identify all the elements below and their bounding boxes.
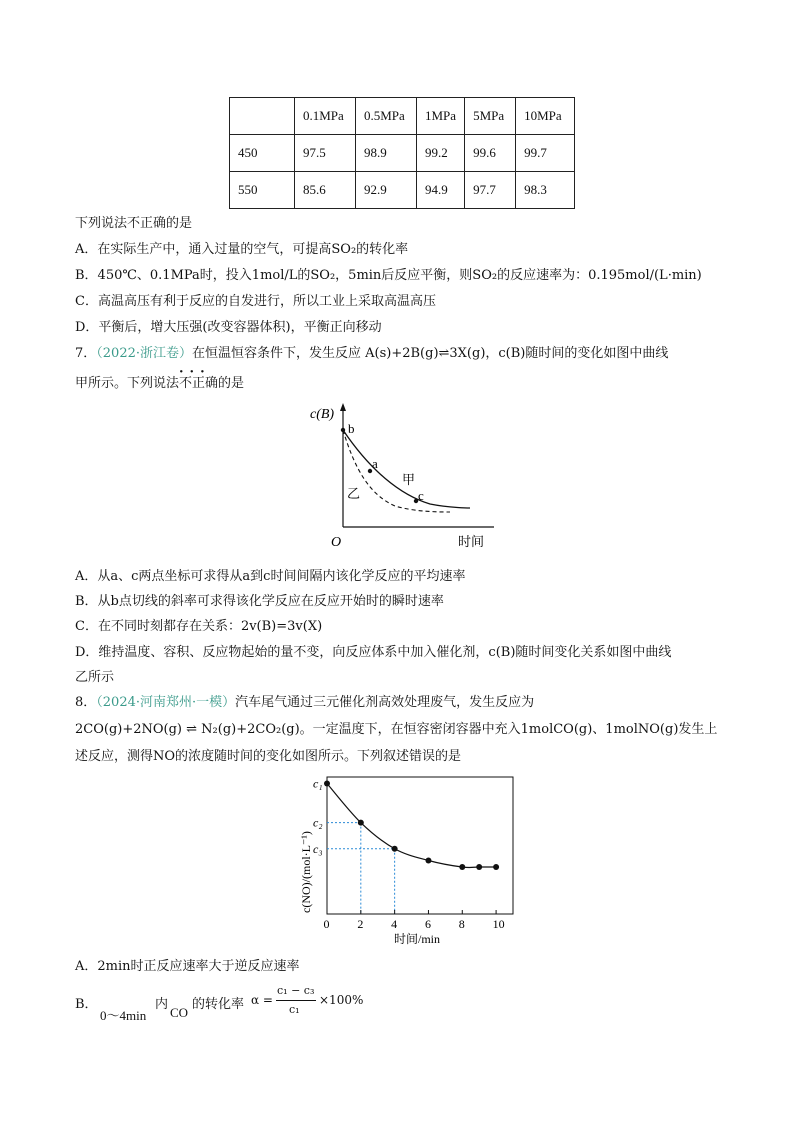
table-cell: 92.9 (356, 172, 417, 209)
x-tick-label: 10 (492, 917, 505, 931)
y-tick-label: c₃ (313, 841, 323, 856)
table-cell: 5MPa (465, 98, 516, 135)
q8-stem-line2 (75, 718, 717, 737)
q7-stem-line1 (75, 342, 668, 361)
table-cell: 1MPa (417, 98, 465, 135)
label-jia: 甲 (402, 472, 416, 487)
table-cell: 99.7 (516, 135, 575, 172)
q8-option-b-alpha: α = (251, 993, 273, 1007)
table-cell: 97.5 (295, 135, 356, 172)
q6-option-a: A．在实际生产中，通入过量的空气，可提高SO₂的转化率 (75, 242, 409, 257)
q8-option-b-co: CO (170, 1005, 189, 1020)
table-cell (230, 98, 295, 135)
no-series-line (327, 784, 496, 868)
q8-option-b-text: 的转化率 (192, 997, 245, 1012)
q6-prompt: 下列说法不正确的是 (75, 216, 193, 231)
table-cell: 10MPa (516, 98, 575, 135)
y-tick-label: c₁ (313, 776, 323, 791)
table-cell: 550 (230, 172, 295, 209)
y-axis-arrow (340, 403, 346, 411)
q8-option-b-tail: ×100% (319, 993, 364, 1007)
guide-lines (327, 823, 395, 914)
x-tick-label: 6 (424, 917, 431, 931)
q8-source: （2024·河南郑州·一模） (96, 695, 236, 710)
q7-emphasis: ··· 不正确 (179, 365, 219, 391)
no-series-points (324, 781, 499, 871)
curve-jia (343, 430, 470, 508)
x-tick-labels (324, 910, 505, 931)
data-point (324, 781, 330, 787)
x-tick-label: 8 (458, 917, 465, 931)
cb-time-graph (300, 400, 500, 550)
table-cell: 98.3 (516, 172, 575, 209)
q8-stem-line1 (75, 691, 534, 710)
fraction-numerator: c₁ − c₃ (277, 984, 315, 997)
chart2-xlabel: 时间/min (394, 932, 441, 946)
q8-equation: 2CO(g)+2NO(g) ⇌ N₂(g)+2CO₂(g) (75, 722, 300, 737)
graph1-origin: O (331, 535, 342, 550)
y-tick-labels (313, 777, 323, 856)
y-tick-label: c₂ (313, 815, 323, 830)
table-cell: 0.1MPa (295, 98, 356, 135)
label-c: c (418, 488, 424, 503)
graph1-xlabel: 时间 (458, 534, 485, 549)
data-point (459, 864, 465, 870)
label-yi: 乙 (347, 486, 361, 501)
fraction-bar (276, 1000, 316, 1001)
table-cell: 85.6 (295, 172, 356, 209)
q7-option-b: B．从b点切线的斜率可求得该化学反应在反应开始时的瞬时速率 (75, 594, 444, 609)
q7-number: 7． (75, 346, 97, 361)
table-header-row (230, 98, 575, 135)
pressure-conversion-table (229, 97, 575, 209)
data-point (493, 864, 499, 870)
q7-stem2a: 甲所示。下列说法 (75, 376, 180, 391)
q7-option-c: C．在不同时刻都存在关系：2v(B)=3v(X) (75, 619, 323, 634)
q8-number: 8． (75, 695, 97, 710)
q8-stem2: 。一定温度下，在恒容密闭容器中充入1molCO(g)、1molNO(g)发生上 (299, 722, 718, 737)
q7-stem2b: 的是 (218, 376, 245, 391)
table-cell: 0.5MPa (356, 98, 417, 135)
q6-option-b: B．450℃、0.1MPa时，投入1mol/L的SO₂，5min后反应平衡，则SO₂的反应速率为：0.195mol/(L·min) (75, 268, 702, 283)
chart2-ylabel: c(NO)/(mol·L⁻¹) (299, 831, 313, 913)
q7-option-a: A．从a、c两点坐标可求得从a到c时间间隔内该化学反应的平均速率 (75, 569, 466, 584)
data-point (476, 864, 482, 870)
q7-option-d: D．维持温度、容积、反应物起始的量不变，向反应体系中加入催化剂，c(B)随时间变化关系如图中曲线 (75, 645, 672, 660)
table-cell: 99.2 (417, 135, 465, 172)
table-cell: 94.9 (417, 172, 465, 209)
q7-source: （2022·浙江卷） (96, 346, 192, 361)
table-cell: 97.7 (465, 172, 516, 209)
table-cell: 99.6 (465, 135, 516, 172)
q7-stem-line2 (75, 365, 245, 391)
x-tick-label: 2 (357, 917, 364, 931)
x-tick-label: 0 (323, 917, 330, 931)
data-point (425, 858, 431, 864)
no-concentration-chart (290, 775, 530, 950)
table-row (230, 135, 575, 172)
plot-frame (327, 777, 513, 914)
graph1-ylabel: c(B) (310, 407, 335, 422)
q6-option-c: C．高温高压有利于反应的自发进行，所以工业上采取高温高压 (75, 294, 436, 309)
data-point (358, 820, 364, 826)
q8-option-a: A．2min时正反应速率大于逆反应速率 (75, 959, 300, 974)
label-b: b (348, 421, 355, 436)
q7-stem1: 在恒温恒容条件下，发生反应 A(s)+2B(g)⇌3X(g)，c(B)随时间的变化如图中曲线 (192, 346, 669, 361)
q8-option-b-prefix: B． (75, 997, 98, 1012)
q7-option-d-cont: 乙所示 (75, 670, 115, 685)
q8-option-b-in: 内 (155, 997, 169, 1012)
q8-stem3: 述反应，测得NO的浓度随时间的变化如图所示。下列叙述错误的是 (75, 749, 462, 764)
table-cell: 450 (230, 135, 295, 172)
q6-option-d: D．平衡后，增大压强(改变容器体积)，平衡正向移动 (75, 320, 382, 335)
table-row (230, 172, 575, 209)
table-cell: 98.9 (356, 135, 417, 172)
q8-option-b-range: 0～4min (100, 1008, 147, 1023)
data-point (392, 846, 398, 852)
point-b-dot (341, 428, 345, 432)
q8-stem1: 汽车尾气通过三元催化剂高效处理废气，发生反应为 (235, 695, 535, 710)
x-tick-label: 4 (391, 917, 398, 931)
fraction-denominator: c₁ (289, 1003, 300, 1016)
q7-stem2-emph: 不正确 (179, 376, 219, 391)
label-a: a (372, 456, 378, 471)
